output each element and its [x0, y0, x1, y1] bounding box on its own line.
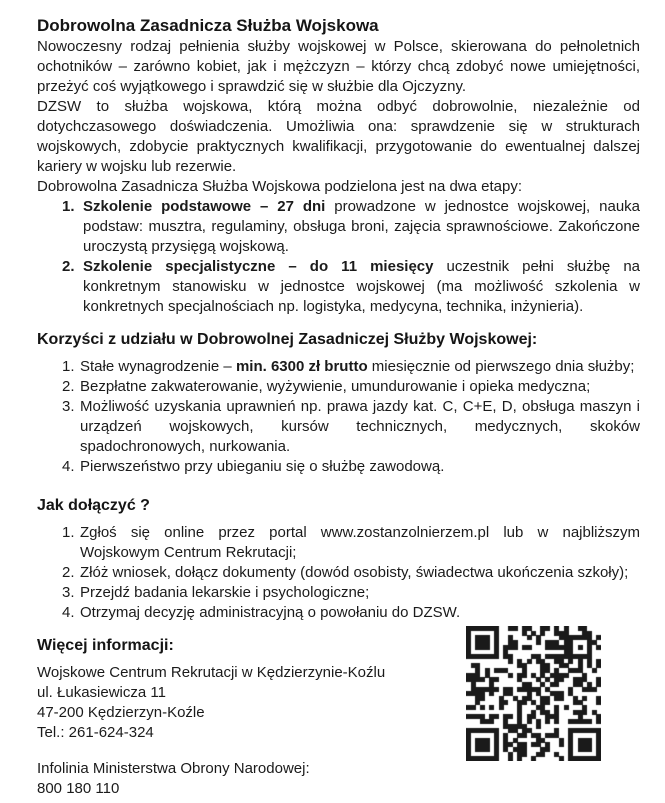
- qr-code: [466, 626, 601, 761]
- list-item-stage-2: [62, 257, 640, 317]
- item-regular-text: Stałe wynagrodzenie –: [80, 358, 236, 375]
- more-info-heading: Więcej informacji:: [37, 637, 174, 654]
- list-item-text: [80, 377, 640, 397]
- list-number: 1.: [62, 524, 75, 541]
- list-number: 3.: [62, 584, 75, 601]
- list-item-text: [80, 583, 640, 603]
- list-item-join-2: [62, 563, 640, 583]
- list-item-text: [80, 397, 640, 457]
- benefits-list: [37, 357, 640, 477]
- item-regular-text: Zgłoś się online przez portal www.zostanzolnierzem.pl lub w najbliższym Wojskowym Centrum Rekrutacji;: [80, 524, 640, 561]
- list-number: 3.: [62, 398, 75, 415]
- item-regular-text: Otrzymaj decyzję administracyjną o powołaniu do DZSW.: [80, 604, 461, 621]
- how-to-join-heading: Jak dołączyć ?: [37, 497, 150, 514]
- stages-list: [37, 197, 640, 317]
- infoline-label: Infolinia Ministerstwa Obrony Narodowej:: [37, 760, 310, 777]
- contact-city-line: 47-200 Kędzierzyn-Koźle: [37, 704, 205, 721]
- item-regular-text: Złóż wniosek, dołącz dokumenty (dowód osobisty, świadectwa ukończenia szkoły);: [80, 564, 629, 581]
- list-item-stage-1: [62, 197, 640, 257]
- stages-intro-line: Dobrowolna Zasadnicza Służba Wojskowa podzielona jest na dwa etapy:: [37, 178, 523, 195]
- item-bold-text: min. 6300 zł brutto: [235, 358, 368, 375]
- page-title: Dobrowolna Zasadnicza Służba Wojskowa: [37, 16, 379, 35]
- list-item-text: [80, 563, 640, 583]
- list-item-text: [80, 457, 640, 477]
- list-number: 2.: [62, 564, 75, 581]
- list-item-join-4: [62, 603, 640, 623]
- list-item-join-1: [62, 523, 640, 563]
- item-regular-text: Pierwszeństwo przy ubieganiu się o służbę zawodową.: [80, 458, 445, 475]
- list-item-text: [83, 197, 640, 257]
- item-regular-text: prowadzone w jednostce wojskowej, nauka podstaw: musztra, regulaminy, obsługa broni, zajęcia sprawnościowe. Zakończone uroczystą przysięgą wojskową.: [83, 198, 640, 255]
- list-item-text: [80, 603, 640, 623]
- list-number: 4.: [62, 604, 75, 621]
- how-to-join-list: [37, 523, 640, 623]
- item-bold-text: Szkolenie podstawowe – 27 dni: [83, 198, 326, 215]
- contact-street-line: ul. Łukasiewicza 11: [37, 684, 166, 701]
- list-number: 4.: [62, 458, 75, 475]
- list-item-text: [83, 257, 640, 317]
- intro-paragraph-2: DZSW to służba wojskowa, którą można odbyć dobrowolnie, niezależnie od dotychczasowego doświadczenia. Umożliwia ona: sprawdzenie się w strukturach wojskowych, zdobycie praktycznych kwalifikacji, przygotowanie do ewentualnej dalszej kariery w wojsku lub rezerwie.: [37, 98, 640, 175]
- item-bold-text: Szkolenie specjalistyczne – do 11 miesięcy: [83, 258, 434, 275]
- list-item-text: [80, 357, 640, 377]
- item-regular-text: uczestnik pełni służbę na konkretnym stanowisku w jednostce wojskowej (ma możliwość szkolenia w konkretnych specjalnościach np. logistyka, medycyna, technika, inżynieria).: [83, 258, 641, 315]
- list-item-benefit-2: [62, 377, 640, 397]
- list-number: 1.: [62, 358, 75, 375]
- item-regular-text: Możliwość uzyskania uprawnień np. prawa jazdy kat. C, C+E, D, obsługa maszyn i urządzeń wojskowych, kursów technicznych, medycznych, skoków spadochronowych, nurkowania.: [80, 398, 640, 455]
- list-number: 2.: [62, 258, 75, 275]
- list-item-text: [80, 523, 640, 563]
- benefits-heading: Korzyści z udziału w Dobrowolnej Zasadniczej Służby Wojskowej:: [37, 331, 538, 348]
- item-regular-text: Przejdź badania lekarskie i psychologiczne;: [80, 584, 370, 601]
- intro-paragraph-1: Nowoczesny rodzaj pełnienia służby wojskowej w Polsce, skierowana do pełnoletnich ochotników – zarówno kobiet, jak i mężczyzn – którzy chcą zdobyć nowe umiejętności, przeżyć coś wyjątkowego i sprawdzić się w służbie dla Ojczyzny.: [37, 38, 640, 95]
- list-item-benefit-4: [62, 457, 640, 477]
- infoline-number: 800 180 110: [37, 780, 120, 797]
- item-regular-text: Bezpłatne zakwaterowanie, wyżywienie, umundurowanie i opieka medyczna;: [80, 378, 591, 395]
- contact-org-line: Wojskowe Centrum Rekrutacji w Kędzierzynie-Koźlu: [37, 664, 386, 681]
- list-item-benefit-1: [62, 357, 640, 377]
- list-number: 1.: [62, 198, 75, 215]
- contact-phone-line: Tel.: 261-624-324: [37, 724, 154, 741]
- list-number: 2.: [62, 378, 75, 395]
- infoline-block: [37, 759, 640, 799]
- list-item-join-3: [62, 583, 640, 603]
- list-item-benefit-3: [62, 397, 640, 457]
- item-regular-text: miesięcznie od pierwszego dnia służby;: [367, 358, 635, 375]
